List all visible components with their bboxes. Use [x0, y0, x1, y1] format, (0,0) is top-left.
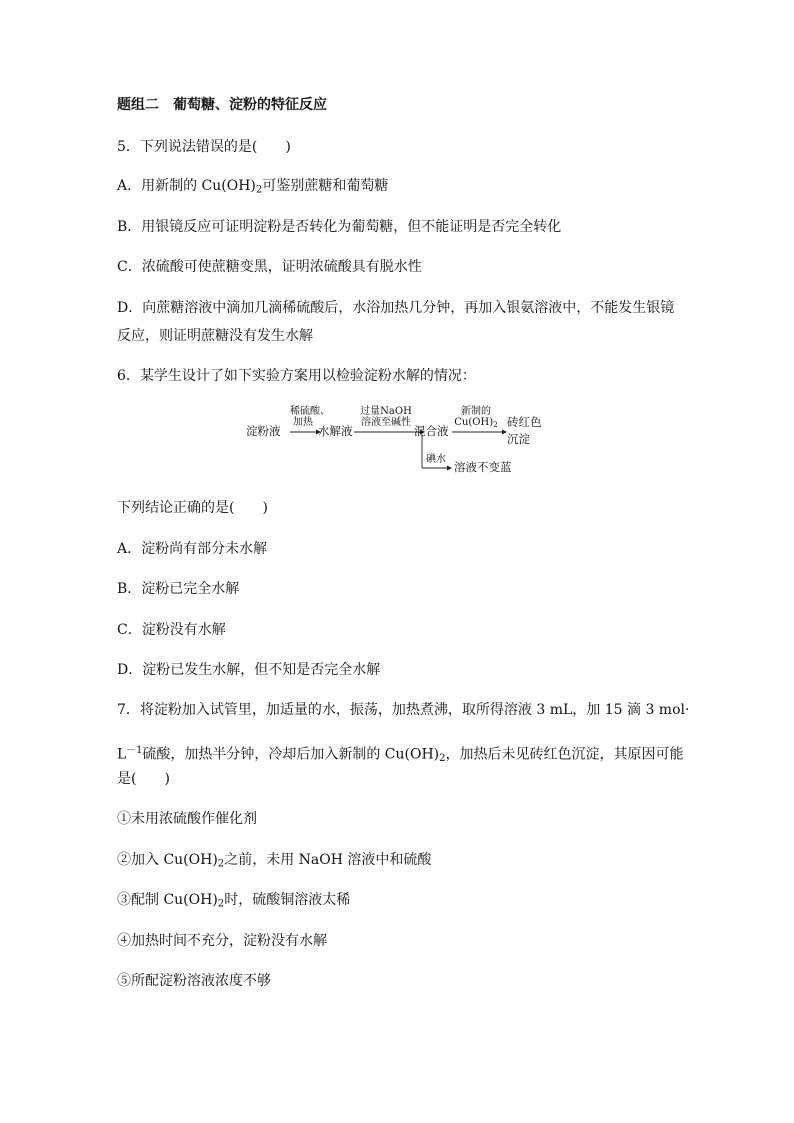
flow-condition-3-bottom: $Cu(OH)_2$	[454, 417, 498, 429]
flow-condition-3-top: 新制的	[461, 406, 491, 417]
flow-condition-2-bottom: 溶液至碱性	[361, 417, 411, 428]
question-5-option-d-line2: 反应，则证明蔗糖没有发生水解	[117, 328, 313, 344]
question-6-stem: 6．某学生设计了如下实验方案用以检验淀粉水解的情况：	[117, 368, 476, 384]
flow-result-not-blue: 溶液不变蓝	[454, 460, 512, 474]
experiment-flow-diagram	[244, 402, 554, 480]
question-7-option-4: ④加热时间不充分，淀粉没有水解	[117, 933, 327, 949]
question-7-line1: 7．将淀粉加入试管里，加适量的水，振荡，加热煮沸，取所得溶液 3 mL，加 15 滴 3 mol·	[117, 702, 690, 718]
flow-condition-1-bottom: 加热	[293, 417, 313, 428]
flow-condition-1-top: 稀硫酸、	[290, 406, 330, 417]
question-6-prompt: 下列结论正确的是( )	[117, 500, 268, 516]
section-title: 题组二 葡萄糖、淀粉的特征反应	[117, 97, 327, 113]
question-6-option-b: B．淀粉已完全水解	[117, 581, 240, 597]
flow-node-mixture: 混合液	[414, 424, 449, 438]
question-7-line3: 是( )	[117, 771, 170, 787]
flow-result-brick-red-line2: 沉淀	[507, 432, 530, 446]
question-5-option-b: B．用银镜反应可证明淀粉是否转化为葡萄糖，但不能证明是否完全转化	[117, 219, 562, 235]
question-7-option-3: ③配制 $Cu(OH)_2$时，硫酸铜溶液太稀	[117, 892, 351, 910]
question-5-stem: 5．下列说法错误的是( )	[117, 139, 291, 155]
question-6-option-d: D．淀粉已发生水解，但不知是否完全水解	[117, 662, 381, 678]
question-5-option-c: C．浓硫酸可使蔗糖变黑，证明浓硫酸具有脱水性	[117, 259, 422, 275]
question-7-line2: $L^{-1}$硫酸，加热半分钟，冷却后加入新制的 $Cu(OH)_2$，加热后未见砖红色沉淀，其原因可能	[117, 745, 684, 765]
question-5-option-a: A．用新制的 $Cu(OH)_2$可鉴别蔗糖和葡萄糖	[117, 178, 389, 196]
question-5-option-d-line1: D．向蔗糖溶液中滴加几滴稀硫酸后，水浴加热几分钟，再加入银氨溶液中，不能发生银镜	[117, 300, 675, 316]
flow-node-starch-solution: 淀粉液	[246, 424, 281, 438]
question-7-option-1: ①未用浓硫酸作催化剂	[117, 811, 257, 827]
flow-condition-2-top: 过量NaOH	[360, 406, 412, 417]
question-6-option-c: C．淀粉没有水解	[117, 622, 226, 638]
question-6-option-a: A．淀粉尚有部分未水解	[117, 541, 268, 557]
flow-condition-iodine: 碘水	[426, 454, 446, 465]
flow-node-hydrolysate: 水解液	[318, 424, 353, 438]
question-7-option-5: ⑤所配淀粉溶液浓度不够	[117, 973, 271, 989]
flow-result-brick-red-line1: 砖红色	[507, 415, 542, 429]
question-7-option-2: ②加入 $Cu(OH)_2$之前，未用 NaOH 溶液中和硫酸	[117, 852, 432, 870]
